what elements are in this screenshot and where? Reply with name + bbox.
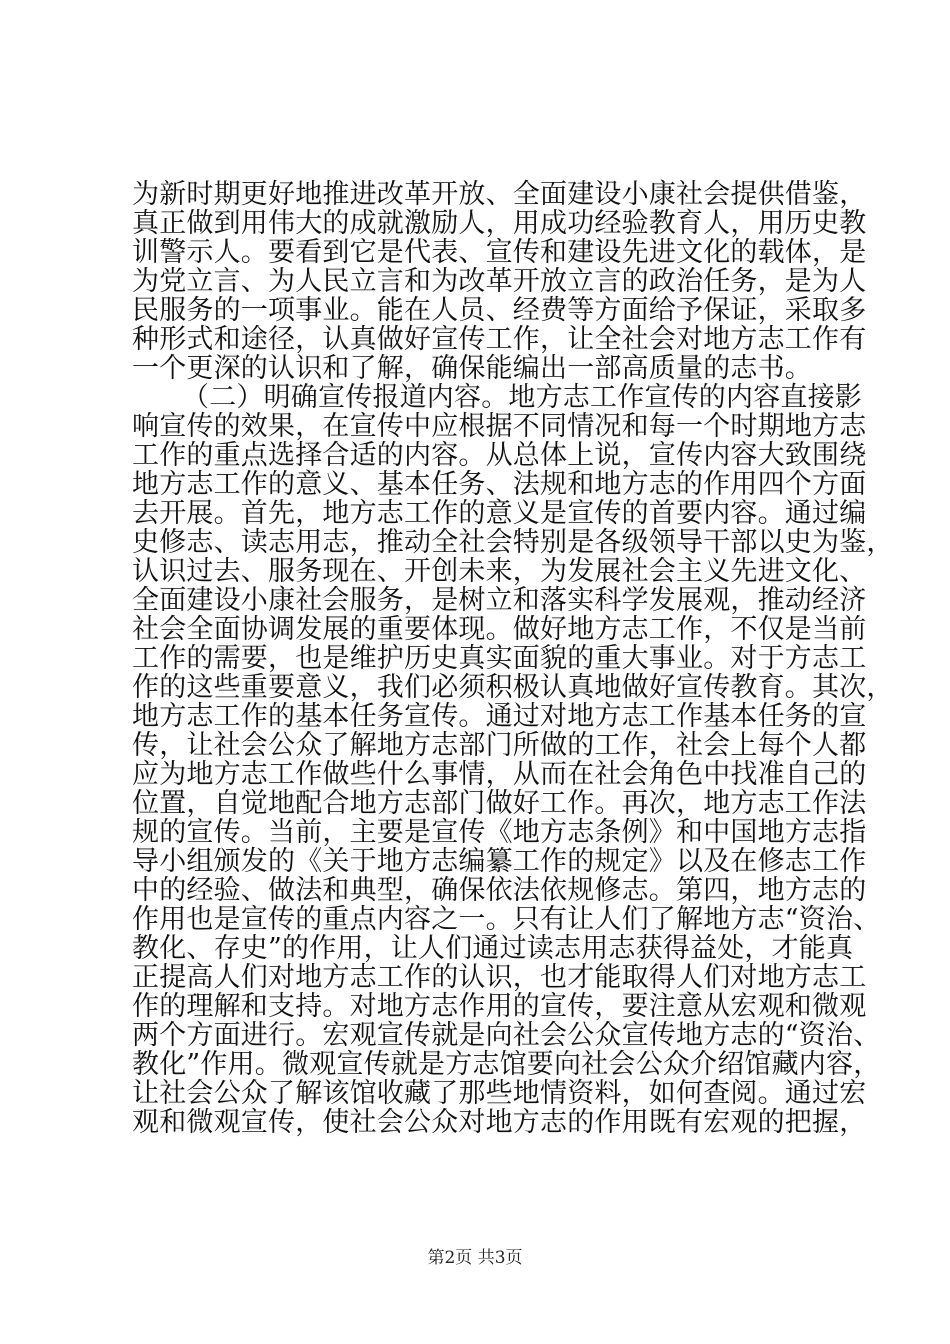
text-line: 认识过去、服务现在、开创未来，为发展社会主义先进文化、 [132,556,867,587]
text-line: 作用也是宣传的重点内容之一。只有让人们了解地方志“资治、 [132,904,881,935]
text-line: 一个更深的认识和了解，确保能编出一部高质量的志书。 [132,353,812,384]
text-line: 工作的重点选择合适的内容。从总体上说，宣传内容大致围绕 [132,440,867,471]
text-line: 导小组颁发的《关于地方志编纂工作的规定》以及在修志工作 [132,846,867,877]
page-number-footer: 第2页 共3页 [427,1248,523,1268]
text-line: 教化、存史”的作用，让人们通过读志用志获得益处，才能真 [132,933,854,964]
text-line: 史修志、读志用志，推动全社会特别是各级领导干部以史为鉴， [132,527,894,558]
text-line: 作的这些重要意义，我们必须积极认真地做好宣传教育。其次， [132,672,894,703]
text-line: 为新时期更好地推进改革开放、全面建设小康社会提供借鉴， [132,179,867,210]
text-line: 地方志工作的基本任务宣传。通过对地方志工作基本任务的宣 [132,701,867,732]
text-line: 两个方面进行。宏观宣传就是向社会公众宣传地方志的“资治、 [132,1020,881,1051]
text-line: 地方志工作的意义、基本任务、法规和地方志的作用四个方面 [132,469,867,500]
text-line: 正提高人们对地方志工作的认识，也才能取得人们对地方志工 [132,962,867,993]
text-line: 去开展。首先，地方志工作的意义是宣传的首要内容。通过编 [132,498,867,529]
text-line: 位置，自觉地配合地方志部门做好工作。再次，地方志工作法 [132,788,867,819]
text-line: 应为地方志工作做些什么事情，从而在社会角色中找准自己的 [132,759,867,790]
text-line: 响宣传的效果，在宣传中应根据不同情况和每一个时期地方志 [132,411,867,442]
body-text [132,179,894,1138]
text-line: 全面建设小康社会服务，是树立和落实科学发展观，推动经济 [132,585,867,616]
text-line: 作的理解和支持。对地方志作用的宣传，要注意从宏观和微观 [132,991,867,1022]
text-line: 传，让社会公众了解地方志部门所做的工作，社会上每个人都 [132,730,867,761]
text-line: 民服务的一项事业。能在人员、经费等方面给予保证，采取多 [132,295,867,326]
text-line: 工作的需要，也是维护历史真实面貌的重大事业。对于方志工 [132,643,867,674]
text-line: 规的宣传。当前，主要是宣传《地方志条例》和中国地方志指 [132,817,867,848]
text-line: 观和微观宣传，使社会公众对地方志的作用既有宏观的把握， [132,1107,867,1138]
text-line: 教化”作用。微观宣传就是方志馆要向社会公众介绍馆藏内容， [132,1049,881,1080]
text-line: 种形式和途径，认真做好宣传工作，让全社会对地方志工作有 [132,324,867,355]
text-line: 训警示人。要看到它是代表、宣传和建设先进文化的载体，是 [132,237,867,268]
text-line: 真正做到用伟大的成就激励人，用成功经验教育人，用历史教 [132,208,867,239]
text-line: 中的经验、做法和典型，确保依法依规修志。第四，地方志的 [132,875,867,906]
text-line: 让社会公众了解该馆收藏了那些地情资料，如何查阅。通过宏 [132,1078,867,1109]
text-line: 社会全面协调发展的重要体现。做好地方志工作，不仅是当前 [132,614,867,645]
paragraph-start-line: （二）明确宣传报道内容。地方志工作宣传的内容直接影 [182,382,862,413]
text-line: 为党立言、为人民立言和为改革开放立言的政治任务，是为人 [132,266,867,297]
